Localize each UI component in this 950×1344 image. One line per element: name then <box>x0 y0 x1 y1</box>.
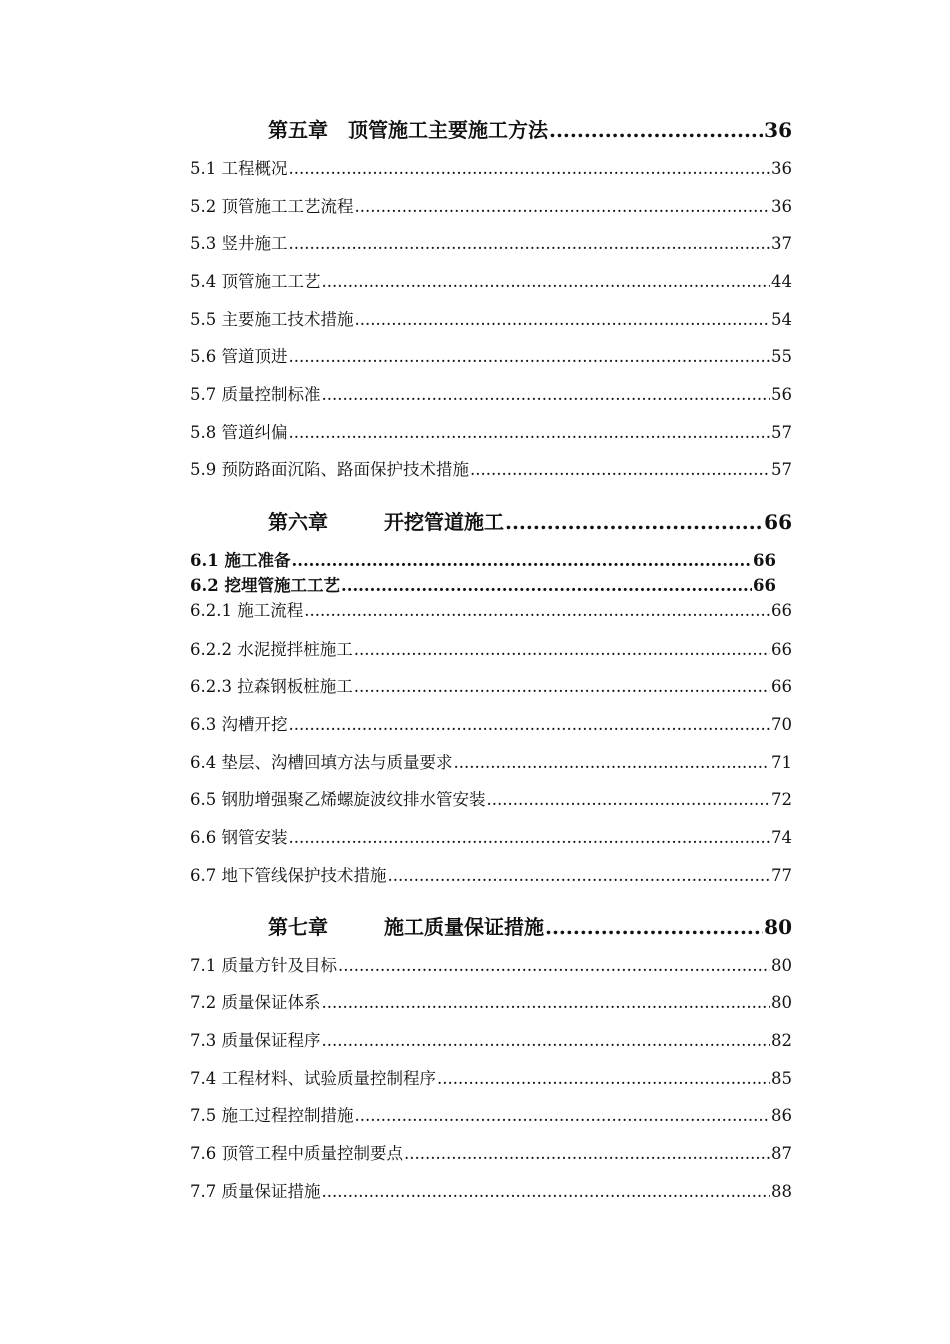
leader-dots <box>388 866 771 885</box>
toc-entry-5-6[interactable] <box>190 343 792 367</box>
entry-label: 5.9 预防路面沉陷、路面保护技术措施 <box>190 460 469 479</box>
page-number: 80 <box>771 993 792 1012</box>
entry-label: 5.5 主要施工技术措施 <box>190 310 354 329</box>
leader-dots <box>322 272 771 291</box>
page-number: 82 <box>771 1031 792 1050</box>
leader-dots <box>505 510 763 534</box>
entry-label: 6.1 施工准备 <box>190 551 291 569</box>
entry-label: 6.6 钢管安装 <box>190 828 288 847</box>
leader-dots <box>322 385 771 404</box>
leader-dots <box>404 1144 770 1163</box>
leader-dots <box>354 640 770 659</box>
chapter-5-heading[interactable] <box>268 114 792 142</box>
entry-label: 7.6 顶管工程中质量控制要点 <box>190 1144 403 1163</box>
toc-entry-6-1[interactable] <box>190 547 776 569</box>
entry-label: 7.5 施工过程控制措施 <box>190 1106 354 1125</box>
entry-label: 5.7 质量控制标准 <box>190 385 321 404</box>
page-number: 77 <box>771 866 792 885</box>
toc-entry-7-4[interactable] <box>190 1065 792 1089</box>
entry-label: 6.2.3 拉森钢板桩施工 <box>190 677 353 696</box>
toc-entry-7-7[interactable] <box>190 1178 792 1202</box>
page-number: 72 <box>771 790 792 809</box>
leader-dots <box>289 715 771 734</box>
leader-dots <box>289 423 771 442</box>
chapter-6-heading[interactable] <box>268 506 792 534</box>
toc-entry-5-2[interactable] <box>190 193 792 217</box>
page-number: 88 <box>771 1182 792 1201</box>
entry-label: 7.7 质量保证措施 <box>190 1182 321 1201</box>
page-number: 70 <box>771 715 792 734</box>
page-number: 66 <box>771 601 792 620</box>
leader-dots <box>355 197 771 216</box>
toc-entry-5-5[interactable] <box>190 306 792 330</box>
entry-label: 5.1 工程概况 <box>190 159 288 178</box>
page-number: 85 <box>771 1069 792 1088</box>
toc-entry-7-2[interactable] <box>190 989 792 1013</box>
chapter-title: 施工质量保证措施 <box>384 915 544 939</box>
toc-entry-5-8[interactable] <box>190 419 792 443</box>
leader-dots <box>355 1106 771 1125</box>
entry-label: 5.2 顶管施工工艺流程 <box>190 197 354 216</box>
entry-label: 6.5 钢肋增强聚乙烯螺旋波纹排水管安装 <box>190 790 486 809</box>
toc-entry-7-5[interactable] <box>190 1102 792 1126</box>
entry-label: 5.4 顶管施工工艺 <box>190 272 321 291</box>
leader-dots <box>549 118 763 142</box>
page-number: 36 <box>771 159 792 178</box>
entry-label: 6.7 地下管线保护技术措施 <box>190 866 387 885</box>
leader-dots <box>545 915 763 939</box>
chapter-7-heading[interactable] <box>268 911 792 939</box>
toc-entry-7-3[interactable] <box>190 1027 792 1051</box>
entry-label: 7.2 质量保证体系 <box>190 993 321 1012</box>
page-number: 66 <box>753 576 776 594</box>
page-number: 80 <box>764 915 792 939</box>
toc-entry-5-9[interactable] <box>190 456 792 480</box>
page-number: 36 <box>771 197 792 216</box>
toc-entry-6-2-1[interactable] <box>190 597 792 621</box>
page-number: 66 <box>764 510 792 534</box>
toc-entry-5-7[interactable] <box>190 381 792 405</box>
page-number: 55 <box>771 347 792 366</box>
entry-label: 6.4 垫层、沟槽回填方法与质量要求 <box>190 753 453 772</box>
page-number: 66 <box>753 551 776 569</box>
page-number: 57 <box>771 423 792 442</box>
leader-dots <box>289 828 771 847</box>
page-number: 54 <box>771 310 792 329</box>
toc-entry-5-4[interactable] <box>190 268 792 292</box>
entry-label: 6.3 沟槽开挖 <box>190 715 288 734</box>
leader-dots <box>437 1069 770 1088</box>
toc-entry-7-1[interactable] <box>190 952 792 976</box>
page-number: 86 <box>771 1106 792 1125</box>
leader-dots <box>338 956 770 975</box>
leader-dots <box>291 551 752 569</box>
page-number: 57 <box>771 460 792 479</box>
toc-entry-6-7[interactable] <box>190 862 792 886</box>
leader-dots <box>470 460 770 479</box>
leader-dots <box>341 576 752 594</box>
entry-label: 5.6 管道顶进 <box>190 347 288 366</box>
entry-label: 6.2 挖埋管施工工艺 <box>190 576 340 594</box>
page-number: 80 <box>771 956 792 975</box>
page-number: 37 <box>771 234 792 253</box>
leader-dots <box>322 993 771 1012</box>
page-number: 66 <box>771 640 792 659</box>
entry-label: 5.3 竖井施工 <box>190 234 288 253</box>
chapter-title: 开挖管道施工 <box>384 510 504 534</box>
leader-dots <box>322 1031 771 1050</box>
toc-entry-6-3[interactable] <box>190 711 792 735</box>
page-number: 66 <box>771 677 792 696</box>
page-number: 36 <box>764 118 792 142</box>
leader-dots <box>487 790 771 809</box>
leader-dots <box>322 1182 771 1201</box>
entry-label: 5.8 管道纠偏 <box>190 423 288 442</box>
entry-label: 7.4 工程材料、试验质量控制程序 <box>190 1069 436 1088</box>
leader-dots <box>355 310 771 329</box>
page-number: 44 <box>771 272 792 291</box>
toc-entry-6-2-3[interactable] <box>190 673 792 697</box>
toc-entry-6-5[interactable] <box>190 786 792 810</box>
chapter-title: 顶管施工主要施工方法 <box>348 118 548 142</box>
chapter-number: 第五章 <box>268 118 328 142</box>
entry-label: 6.2.1 施工流程 <box>190 601 304 620</box>
entry-label: 6.2.2 水泥搅拌桩施工 <box>190 640 353 659</box>
leader-dots <box>454 753 771 772</box>
page-number: 56 <box>771 385 792 404</box>
toc-entry-6-6[interactable] <box>190 824 792 848</box>
toc-entry-5-1[interactable] <box>190 155 792 179</box>
toc-entry-6-4[interactable] <box>190 749 792 773</box>
toc-entry-6-2[interactable] <box>190 572 776 594</box>
leader-dots <box>289 159 771 178</box>
toc-entry-5-3[interactable] <box>190 230 792 254</box>
chapter-number: 第六章 <box>268 510 328 534</box>
leader-dots <box>354 677 770 696</box>
page-number: 71 <box>771 753 792 772</box>
leader-dots <box>289 234 771 253</box>
entry-label: 7.3 质量保证程序 <box>190 1031 321 1050</box>
entry-label: 7.1 质量方针及目标 <box>190 956 337 975</box>
page-number: 87 <box>771 1144 792 1163</box>
toc-entry-6-2-2[interactable] <box>190 636 792 660</box>
leader-dots <box>289 347 771 366</box>
toc-entry-7-6[interactable] <box>190 1140 792 1164</box>
chapter-number: 第七章 <box>268 915 328 939</box>
leader-dots <box>304 601 770 620</box>
page-number: 74 <box>771 828 792 847</box>
